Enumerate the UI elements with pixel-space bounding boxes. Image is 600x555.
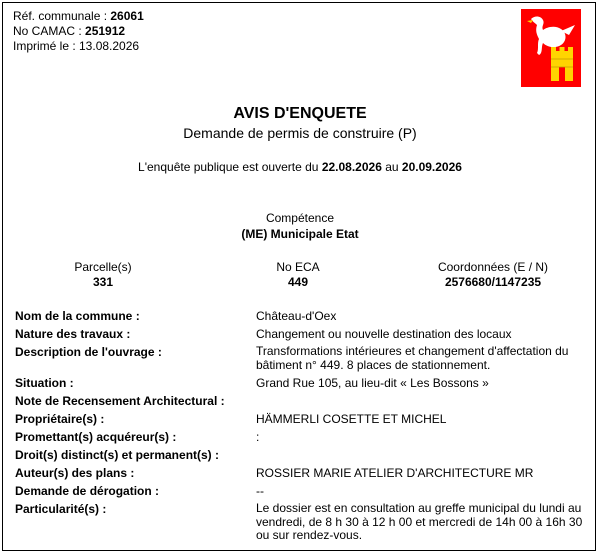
field-value-particularities: Le dossier est en consultation au greffe municipal du lundi au vendredi, de 8 h 30 à 12 h 00 et mercredi de 14h 00 à 16h 30 ou sur rendez-vous.	[256, 501, 583, 542]
eca-label: No ECA	[276, 260, 320, 274]
field-value-situation: Grand Rue 105, au lieu-dit « Les Bossons »	[256, 376, 489, 390]
coordinates-value: 2576680/1147235	[444, 275, 542, 289]
field-value-owner: HÄMMERLI COSETTE ET MICHEL	[256, 412, 447, 426]
coordinates-label: Coordonnées (E / N)	[437, 260, 549, 274]
field-label-owner: Propriétaire(s) :	[15, 412, 105, 426]
eca-value: 449	[287, 275, 309, 289]
field-label-commune: Nom de la commune :	[15, 309, 140, 323]
printed-date: Imprimé le : 13.08.2026	[13, 39, 140, 53]
inquiry-period	[3, 160, 597, 174]
camac-value: 251912	[85, 24, 126, 38]
field-label-description: Description de l'ouvrage :	[15, 345, 162, 359]
inquiry-date-from: 22.08.2026	[321, 160, 382, 174]
parcel-label: Parcelle(s)	[74, 260, 132, 274]
field-label-buyer: Promettant(s) acquéreur(s) :	[15, 430, 177, 444]
camac-label: No CAMAC :	[13, 24, 86, 38]
field-value-buyer: :	[256, 430, 260, 444]
field-value-derogation: --	[256, 484, 264, 498]
inquiry-mid: au	[381, 160, 402, 174]
notice-subtitle: Demande de permis de construire (P)	[183, 125, 417, 141]
competence-label: Compétence	[265, 211, 335, 225]
field-value-description: Transformations intérieures et changement d'affectation du bâtiment n° 449. 8 places de stationnement.	[256, 344, 569, 372]
ref-communale	[13, 9, 144, 24]
parcel-value: 331	[92, 275, 114, 289]
field-value-works: Changement ou nouvelle destination des locaux	[256, 327, 512, 341]
field-label-situation: Situation :	[15, 376, 74, 390]
field-label-distinct-rights: Droit(s) distinct(s) et permanent(s) :	[15, 448, 220, 462]
field-value-plan-author: ROSSIER MARIE ATELIER D'ARCHITECTURE MR	[256, 466, 534, 480]
inquiry-prefix: L'enquête publique est ouverte du	[138, 160, 322, 174]
notice-document	[2, 2, 596, 551]
field-label-heritage-note: Note de Recensement Architectural :	[15, 394, 225, 408]
field-label-particularities: Particularité(s) :	[15, 502, 107, 516]
notice-title: AVIS D'ENQUETE	[233, 105, 367, 122]
field-label-works: Nature des travaux :	[15, 327, 131, 341]
inquiry-date-to: 20.09.2026	[401, 160, 462, 174]
competence-value: (ME) Municipale Etat	[241, 227, 359, 241]
ref-communale-value: 26061	[110, 9, 144, 23]
camac-number	[13, 24, 125, 39]
ref-communale-label: Réf. communale :	[13, 9, 111, 23]
field-label-derogation: Demande de dérogation :	[15, 484, 160, 498]
field-value-commune: Château-d'Oex	[256, 309, 337, 323]
field-label-plan-author: Auteur(s) des plans :	[15, 466, 135, 480]
municipal-crest-icon	[521, 9, 581, 87]
